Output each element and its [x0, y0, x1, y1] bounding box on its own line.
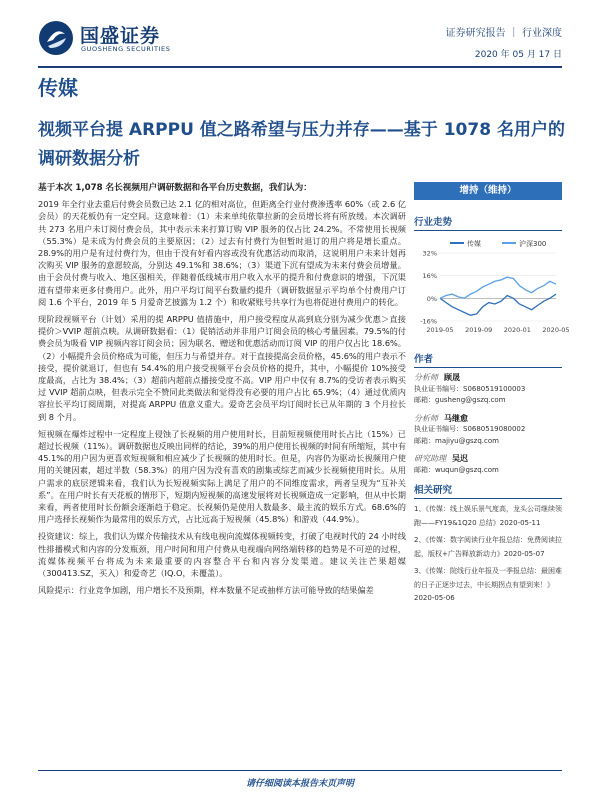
x-tick-label: 2020-01 [503, 326, 531, 334]
footer-notice: 请仔细阅读本报告末页声明 [245, 779, 354, 789]
header-meta [446, 24, 562, 60]
logo-mark-icon [38, 20, 74, 56]
analyst-name: 吴迟 [452, 454, 468, 463]
main-column [38, 182, 406, 602]
rating-badge: 增持（维持） [414, 182, 562, 200]
related-item[interactable]: 2、《传媒：数字阅读行业年报总结：免费阅读拉起，版权+广告释放新动力》2020-05-07 [414, 536, 562, 558]
analyst-role: 分析师 [414, 413, 438, 423]
related-research-list [414, 503, 562, 606]
analyst-role: 分析师 [414, 373, 438, 382]
legend-label: 沪深300 [519, 240, 547, 248]
lead-sentence: 基于本次 1,078 名长视频用户调研数据和各平台历史数据，我们认为： [38, 183, 312, 193]
y-tick-label: -16% [420, 317, 437, 326]
analyst-block [414, 413, 562, 448]
analyst-list [414, 372, 562, 476]
legend-label: 传媒 [467, 240, 481, 248]
analyst-cert: 执业证书编号：S0680519080002 [414, 425, 526, 433]
series-line [440, 277, 556, 298]
paragraph-short-video: 短视频在爆炸过程中一定程度上侵蚀了长视频的用户使用时长，目前短视频使用时长占比（15%）已超过长视频（11%）。调研数据也反映出同样的结论，39%的用户使用长视频的时间有所缩短，其中有 45.1%的用户因为更喜欢短视频和相应减少了长视频的使用时长。但是，内容仍为驱动长视频用户使用的关键因素，超过半数（58.3%）的用户因为没有喜欢的剧集或综艺而减少长视频使用时长。从用户需求的底层逻辑来看，我们认为长短视频实际上满足了用户的不同维度需求，两者呈现为“互补关系”。在用户时长有天花板的情形下，短期内短视频的高速发展将对长视频造成一定影响，但从中长期来看，两者使用时长份额会逐渐趋于稳定。长视频仍是使用人数最多、最主流的娱乐方式。68.6%的用户选择长视频作为最常用的娱乐方式，占比远高于短视频（45.8%）和游戏（44.9%）。 [38, 428, 406, 525]
analyst-email[interactable]: 邮箱：wuqun@gszq.com [414, 465, 499, 474]
paragraph-paid-members: 2019 年全行业去重后付费会员数已达 2.1 亿的相对高位，但距离全行业付费渗透率 60%（或 2.6 亿会员）的天花板仍有一定空间。这意味着：（1）未来单纯依靠拉新的会员增长将有所放缓。本次调研共 273 名用户未订阅付费会员，其中表示未来打算订购 VIP 服务的仅占比 24.2%。不常使用长视频（55.3%）是未成为付费会员的主要原因；（2）过去有付费行为但暂时退订的用户将是增长重点。28.9%的用户是有过付费行为，但由于没有好看内容或没有优惠活动而取消，这说明用户未来计划再次购买 VIP 服务的意愿较高，分别达 49.1%和 38.6%；（3）渠道下沉有望成为未来付费会员增量。由于会员付费与收入、地区强相关，伴随着低线城市用户收入水平的提升和付费意识的增强，下沉渠道有望带来更多付费用户。此外，用户平均订阅平台数量约提升（调研数据显示平均单个付费用户订阅 1.6 个平台，2019 年 5 月爱奇艺披露为 1.2 个）和收紧账号共享行为也将促进付费用户的转化。 [38, 199, 406, 307]
analyst-name: 马继愈 [444, 413, 468, 423]
author-section-title: 作者 [414, 351, 562, 368]
related-item[interactable]: 1、《传媒：线上娱乐景气度高，龙头公司继续领跑——FY19&1Q20 总结》2020-05-11 [414, 505, 562, 527]
logo-text-cn: 国盛证券 [80, 25, 161, 47]
paragraph-investment-advice: 投资建议：综上，我们认为媒介传输技术从有线电视向流媒体视频转变，打破了电视时代的 24 小时线性排播模式和内容的分发瓶颈，用户时间和用户付费从电视端向网络端转移的趋势是不可逆的过程，流媒体视频平台将成为未来最重要的内容整合平台和内容分发渠道。建议关注芒果超媒（300413.SZ，买入）和爱奇艺（IQ.O，未覆盖）。 [38, 531, 406, 579]
trend-section-title: 行业走势 [414, 214, 562, 231]
analyst-name: 顾晟 [444, 373, 460, 382]
y-tick-label: 16% [422, 272, 437, 281]
side-column [414, 182, 570, 610]
paragraph-risk-warning: 风险提示：行业竞争加剧，用户增长不及预期，样本数量不足或抽样方法可能导致的结果偏差 [38, 585, 374, 596]
x-tick-label: 2019-05 [426, 326, 454, 334]
header-divider [38, 66, 562, 68]
footer-divider [38, 770, 562, 771]
analyst-name-row [414, 413, 562, 425]
x-tick-label: 2019-09 [465, 326, 493, 334]
series-line [440, 294, 556, 315]
trend-chart [414, 235, 570, 345]
y-tick-label: 32% [422, 249, 437, 258]
x-tick-label: 2020-05 [542, 326, 570, 334]
y-tick-label: 0% [426, 294, 437, 303]
report-date: 2020 年 05 月 17 日 [474, 50, 562, 60]
industry-heading: 传媒 [38, 76, 78, 100]
trend-chart-svg [414, 235, 570, 345]
report-title: 视频平台提 ARPPU 值之路希望与压力并存——基于 1078 名用户的调研数据分析 [38, 120, 565, 169]
analyst-block [414, 453, 562, 476]
related-section-title: 相关研究 [414, 482, 562, 499]
analyst-name-row [414, 372, 562, 384]
report-type: 证券研究报告 ｜ 行业深度 [445, 28, 562, 39]
analyst-role: 研究助理 [414, 454, 446, 463]
related-item[interactable]: 3、《传媒：院线行业年报及一季报总结：最困难的日子正逐步过去，中长期拐点有望到来！》2020-05-06 [414, 567, 562, 602]
analyst-block [414, 372, 562, 407]
report-header [38, 18, 562, 64]
analyst-name-row [414, 453, 562, 465]
logo-text-en: GUOSHENG SECURITIES [81, 45, 171, 53]
analyst-email[interactable]: 邮箱：gusheng@gszq.com [414, 396, 506, 404]
analyst-cert: 执业证书编号：S0680519100003 [414, 384, 526, 393]
analyst-email[interactable]: 邮箱：majiyu@gszq.com [414, 436, 499, 445]
company-logo [38, 18, 178, 58]
paragraph-arppu-measures: 现阶段视频平台（计划）采用的提 ARPPU 值措施中，用户接受程度从高到底分别为减少优惠＞直接提价＞VVIP 超前点映。从调研数据看：（1）促销活动并非用户订阅会员的核心考量因素。79.5%的付费会员为吸看 VIP 视频内容订阅会员；因为联名、赠送和优惠活动而订阅 VIP 的用户仅占比 18.6%。（2）小幅提升会员价格成为可能，但压力与希望并存。对于直接提高会员价格，45.6%的用户表示不接受，提价就退订，但也有 54.4%的用户接受视频平台会员价格的提升，其中，小幅提价 10%接受度最高，占比为 38.4%；（3）超前内超前点播接受度不高。VIP 用户中仅有 8.7%的受访者表示购买过 VVIP 超前点映，但表示完全不赞同此类做法和觉得没有必要的用户占比 65.9%；（4）通过优质内容拉长平均订阅周期，对提高 ARPPU 值意义重大。爱奇艺会员平均订阅时长已从年期的 3 个月拉长到 8 个月。 [38, 314, 406, 422]
